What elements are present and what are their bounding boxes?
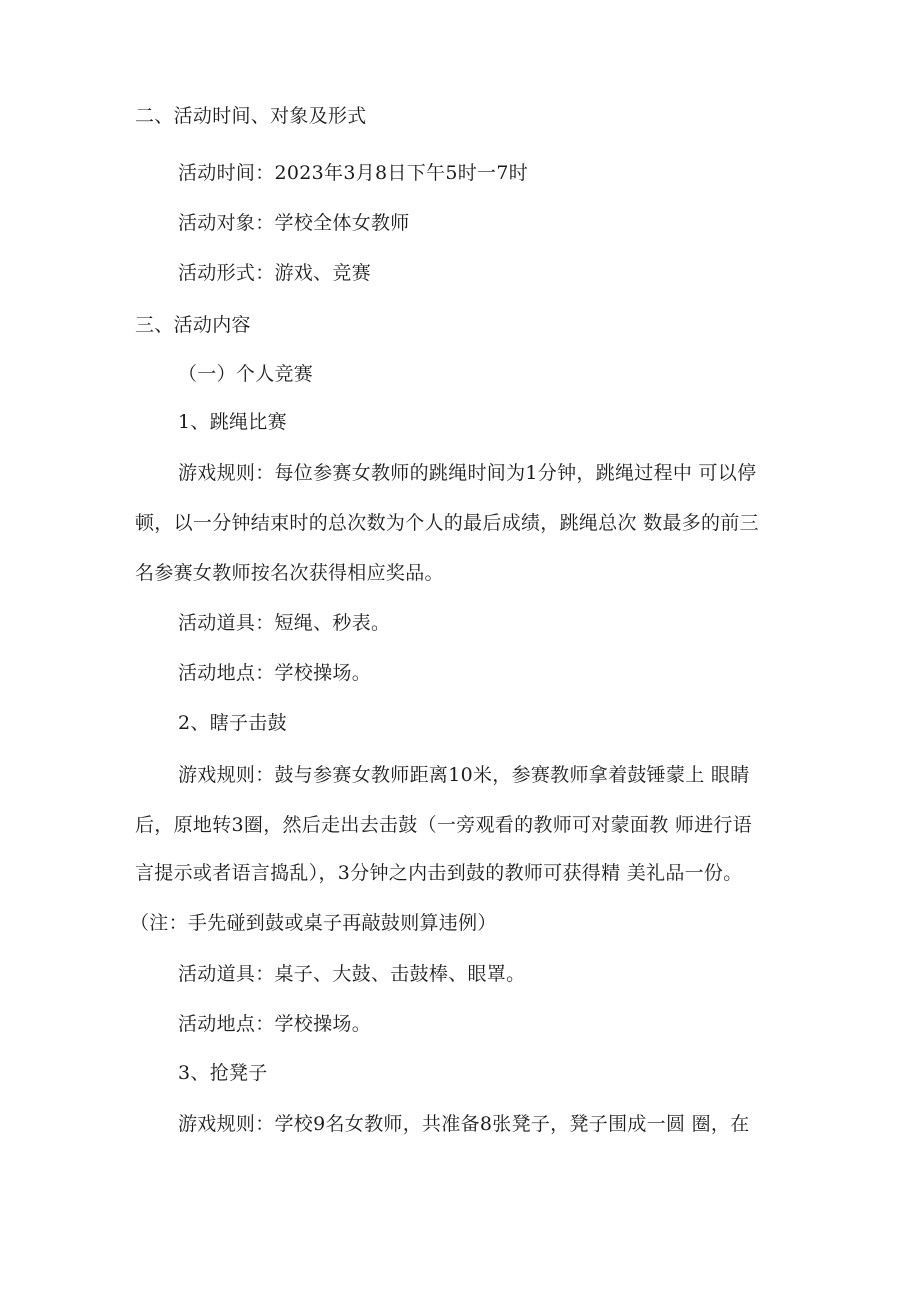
paragraph-line: 活动对象：学校全体女教师	[178, 212, 410, 234]
section-heading: 三、活动内容	[135, 314, 251, 336]
paragraph-line: 活动形式：游戏、竞赛	[178, 262, 372, 284]
item-heading: 2、瞎子击鼓	[178, 712, 287, 734]
paragraph-line: 顿，以一分钟结束时的总次数为个人的最后成绩，跳绳总次 数最多的前三	[135, 512, 759, 534]
subsection-heading: （一）个人竞赛	[178, 363, 314, 385]
paragraph-line: 名参赛女教师按名次获得相应奖品。	[135, 562, 444, 584]
paragraph-line: 游戏规则：每位参赛女教师的跳绳时间为1分钟，跳绳过程中 可以停	[178, 462, 757, 484]
paragraph-line: 言提示或者语言捣乱），3分钟之内击到鼓的教师可获得精 美礼品一份。	[135, 862, 743, 884]
paragraph-line: 活动地点：学校操场。	[178, 1013, 372, 1035]
paragraph-line: 活动道具：短绳、秒表。	[178, 612, 391, 634]
item-heading: 1、跳绳比赛	[178, 411, 287, 433]
paragraph-line: 游戏规则：学校9名女教师，共准备8张凳子，凳子围成一圆 圈，在	[178, 1113, 750, 1135]
paragraph-line: 活动地点：学校操场。	[178, 662, 372, 684]
item-heading: 3、抢凳子	[178, 1062, 268, 1084]
note-line: （注：手先碰到鼓或桌子再敲鼓则算违例）	[130, 912, 497, 934]
paragraph-line: 游戏规则：鼓与参赛女教师距离10米，参赛教师拿着鼓锤蒙上 眼睛	[178, 764, 750, 786]
paragraph-line: 活动时间：2023年3月8日下午5时一7时	[178, 162, 529, 184]
paragraph-line: 活动道具：桌子、大鼓、击鼓棒、眼罩。	[178, 963, 526, 985]
paragraph-line: 后，原地转3圈，然后走出去击鼓（一旁观看的教师可对蒙面教 师进行语	[135, 814, 753, 836]
section-heading: 二、活动时间、对象及形式	[135, 105, 367, 127]
